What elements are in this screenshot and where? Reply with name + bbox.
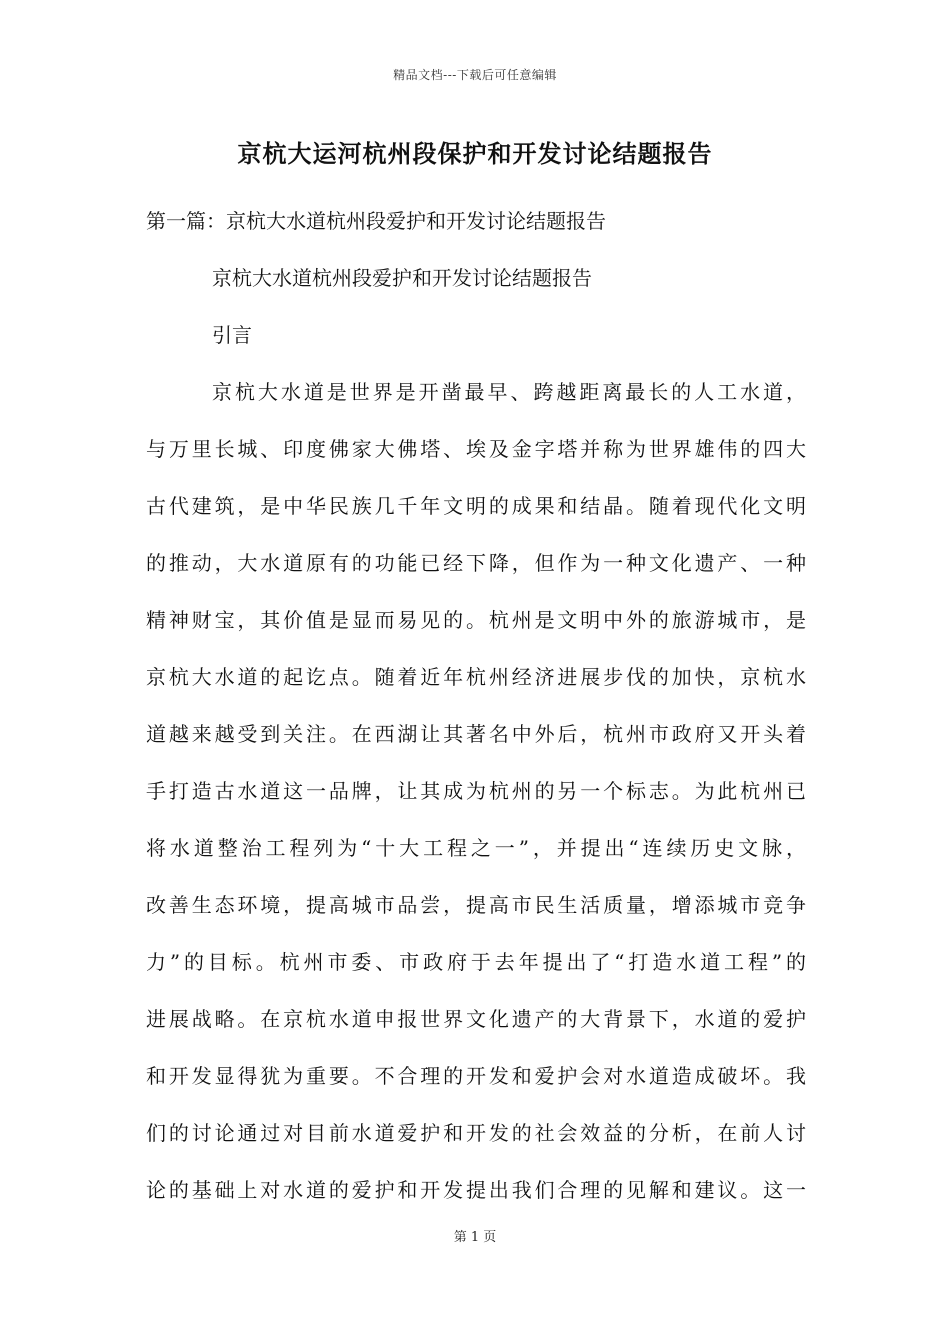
body-line: 将水道整治工程列为“十大工程之一”，并提出“连续历史文脉，	[146, 836, 806, 860]
body-line: 改善生态环境，提高城市品尝，提高市民生活质量，增添城市竞争	[146, 893, 806, 917]
section-heading: 第一篇：京杭大水道杭州段爱护和开发讨论结题报告	[146, 209, 606, 233]
body-line: 手打造古水道这一品牌，让其成为杭州的另一个标志。为此杭州已	[146, 779, 806, 803]
body-line: 力”的目标。杭州市委、市政府于去年提出了“打造水道工程”的	[146, 950, 806, 974]
document-title: 京杭大运河杭州段保护和开发讨论结题报告	[237, 139, 713, 168]
subtitle: 京杭大水道杭州段爱护和开发讨论结题报告	[212, 266, 592, 290]
body-line: 与万里长城、印度佛家大佛塔、埃及金字塔并称为世界雄伟的四大	[146, 437, 806, 461]
body-line: 进展战略。在京杭水道申报世界文化遗产的大背景下，水道的爱护	[146, 1007, 806, 1031]
body-line: 京杭大水道的起讫点。随着近年杭州经济进展步伐的加快，京杭水	[146, 665, 806, 689]
body-line: 精神财宝，其价值是显而易见的。杭州是文明中外的旅游城市，是	[146, 608, 806, 632]
body-line: 的推动，大水道原有的功能已经下降，但作为一种文化遗产、一种	[146, 551, 806, 575]
body-line: 道越来越受到关注。在西湖让其著名中外后，杭州市政府又开头着	[146, 722, 806, 746]
header-note: 精品文档---下载后可任意编辑	[393, 68, 557, 82]
body-line: 论的基础上对水道的爱护和开发提出我们合理的见解和建议。这一	[146, 1178, 806, 1202]
body-line: 京杭大水道是世界是开凿最早、跨越距离最长的人工水道，	[212, 380, 806, 404]
body-line: 古代建筑，是中华民族几千年文明的成果和结晶。随着现代化文明	[146, 494, 806, 518]
body-line: 们的讨论通过对目前水道爱护和开发的社会效益的分析，在前人讨	[146, 1121, 806, 1145]
intro-heading: 引言	[212, 323, 252, 347]
body-line: 和开发显得犹为重要。不合理的开发和爱护会对水道造成破坏。我	[146, 1064, 806, 1088]
page-number: 第 1 页	[453, 1230, 497, 1245]
